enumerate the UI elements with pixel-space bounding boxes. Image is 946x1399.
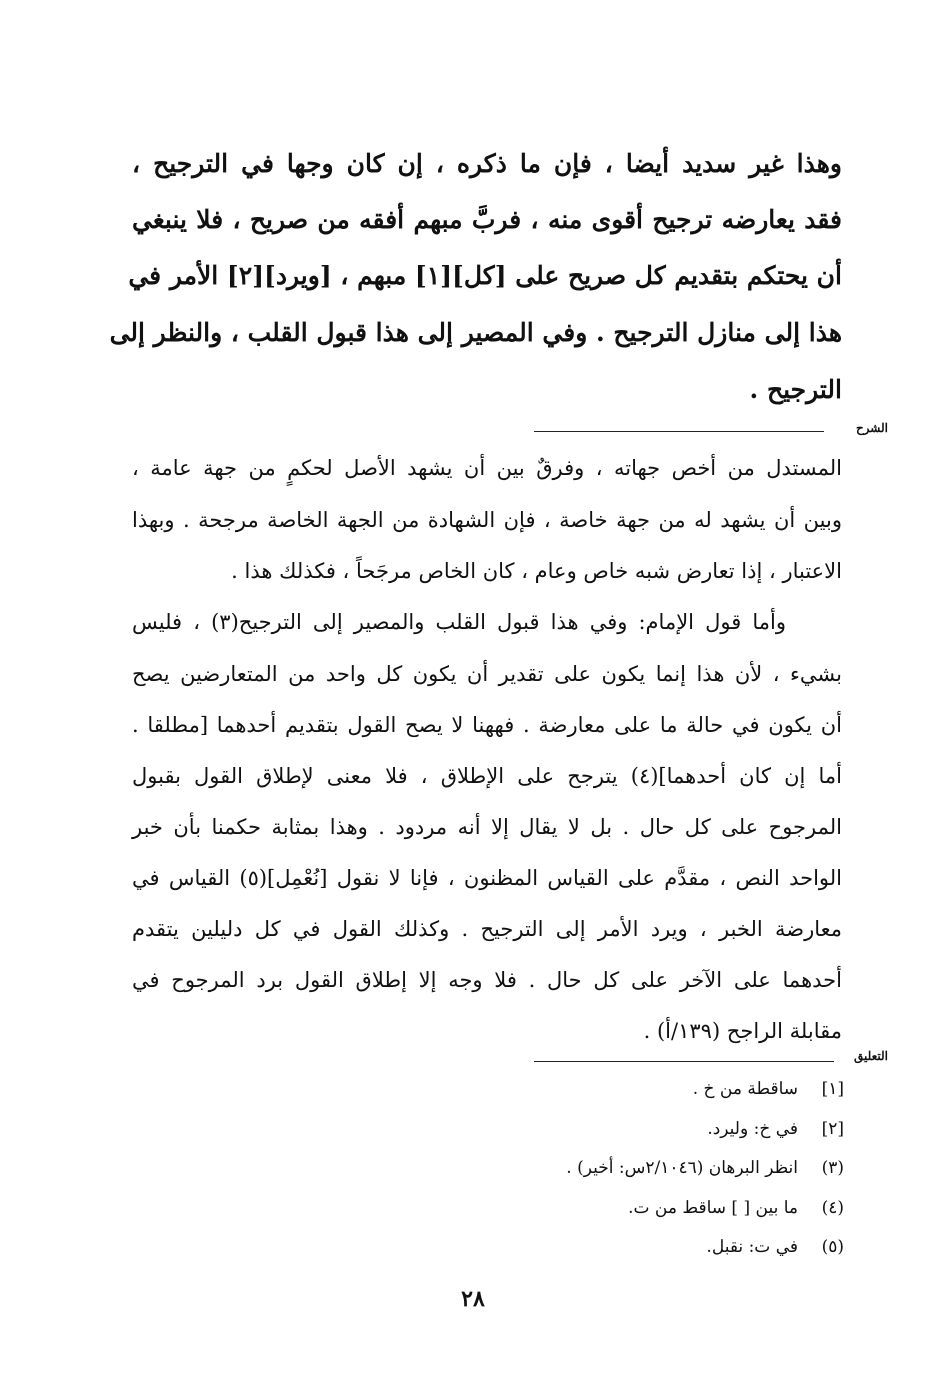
footnote-number: (٥): [821, 1237, 844, 1257]
footnote-item: [706, 1234, 844, 1260]
sharh-line-1: المستدل من أخص جهاته ، وفرقٌ بين أن يشهد الأصل لحكمٍ من جهة عامة ،: [132, 456, 842, 480]
matn-line-5: الترجيح .: [749, 375, 842, 404]
sharh-line-2: وبين أن يشهد له من جهة خاصة ، فإن الشهادة من الجهة الخاصة مرجحة . وبهذا: [132, 508, 842, 532]
sharh-line-8: المرجوح على كل حال . بل لا يقال إلا أنه مردود . وهذا بمثابة حكمنا بأن خبر: [132, 815, 842, 839]
footnote-item: [693, 1076, 844, 1102]
sharh-line-3: الاعتبار ، إذا تعارض شبه خاص وعام ، كان الخاص مرجَحاً ، فكذلك هذا .: [231, 559, 842, 583]
footnote-text: ما بين [ ] ساقط من ت.: [628, 1198, 798, 1218]
footnote-text: في خ: وليرد.: [707, 1119, 798, 1139]
sharh-divider: [534, 431, 824, 432]
sharh-label: الشرح: [855, 421, 888, 435]
footnote-text: انظر البرهان (٢/١٠٤٦س: أخير) .: [566, 1158, 798, 1178]
footnote-item: [628, 1195, 844, 1221]
matn-line-1: وهذا غير سديد أيضا ، فإن ما ذكره ، إن كان وجها في الترجيح ،: [132, 149, 842, 178]
matn-line-2: فقد يعارضه ترجيح أقوى منه ، فربَّ مبهم أفقه من صريح ، فلا ينبغي: [132, 205, 842, 234]
sharh-line-9: الواحد النص ، مقدَّم على القياس المظنون ، فإنا لا نقول [نُعْمِل](٥) القياس في: [132, 866, 842, 890]
footnote-number: (٣): [821, 1158, 844, 1178]
footnote-item: [707, 1116, 844, 1142]
sharh-line-10: معارضة الخبر ، ويرد الأمر إلى الترجيح . وكذلك القول في كل دليلين يتقدم: [132, 917, 842, 941]
sharh-line-12: مقابلة الراجح (١٣٩/أ) .: [643, 1019, 842, 1043]
sharh-line-6: أن يكون في حالة ما على معارضة . فههنا لا يصح القول بتقديم أحدهما [مطلقا .: [132, 713, 842, 737]
footnote-text: في ت: نقبل.: [706, 1237, 798, 1257]
footnote-number: (٤): [821, 1198, 844, 1218]
sharh-line-4: وأما قول الإمام: وفي هذا قبول القلب والمصير إلى الترجيح(٣) ، فليس: [132, 610, 787, 634]
matn-line-4: هذا إلى منازل الترجيح . وفي المصير إلى هذا قبول القلب ، والنظر إلى: [109, 318, 842, 347]
sharh-line-11: أحدهما على الآخر على كل حال . فلا وجه إلا إطلاق القول برد المرجوح في: [132, 968, 842, 992]
notes-divider: [534, 1061, 834, 1062]
footnote-text: ساقطة من خ .: [692, 1079, 798, 1099]
notes-label: التعليق: [853, 1049, 888, 1063]
footnote-number: [٢]: [821, 1119, 844, 1139]
footnote-item: [566, 1155, 844, 1181]
page-number: ٢٨: [461, 1286, 485, 1312]
matn-line-3: أن يحتكم بتقديم كل صريح على [كل][١] مبهم ، [ويرد][٢] الأمر في: [128, 261, 842, 290]
sharh-line-5: بشيء ، لأن هذا إنما يكون على تقدير أن يكون كل واحد من المتعارضين يصح: [132, 662, 842, 686]
footnote-number: [١]: [821, 1079, 844, 1099]
sharh-line-7: أما إن كان أحدهما](٤) يترجح على الإطلاق ، فلا معنى لإطلاق القول بقبول: [132, 764, 842, 788]
